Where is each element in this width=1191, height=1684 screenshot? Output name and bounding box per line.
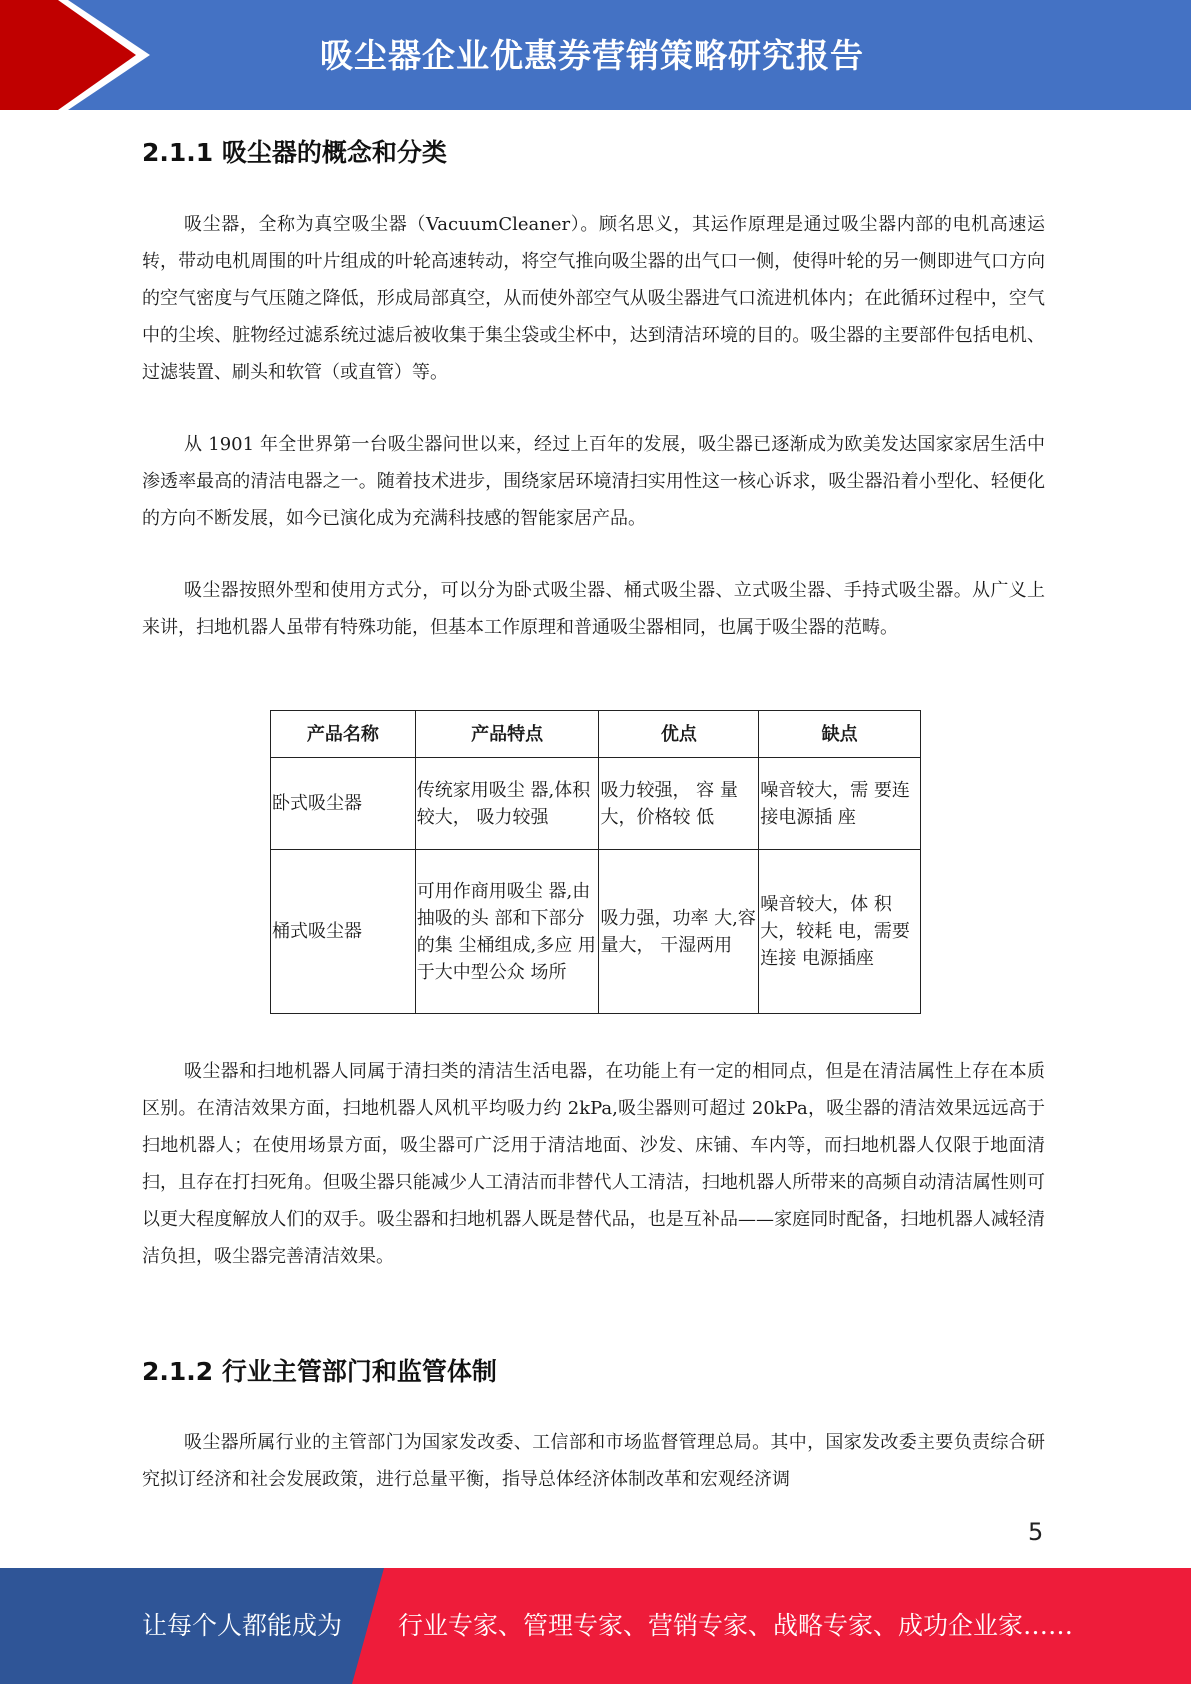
table-header-pros: 优点: [599, 711, 759, 758]
table-cell-pros: 吸力强，功率 大,容量大， 干湿两用: [599, 850, 759, 1014]
report-title: 吸尘器企业优惠券营销策略研究报告: [320, 36, 864, 75]
footer-slogan-left: 让每个人都能成为: [142, 1611, 343, 1640]
table-row: [271, 850, 921, 1014]
table-header-row: [271, 711, 921, 758]
paragraph-definition: 吸尘器，全称为真空吸尘器（VacuumCleaner）。顾名思义，其运作原理是通过吸尘器内部的电机高速运转，带动电机周围的叶片组成的叶轮高速转动，将空气推向吸尘器的出气口一侧，使得叶轮的另一侧即进气口方向的空气密度与气压随之降低，形成局部真空，从而使外部空气从吸尘器进气口流进机体内；在此循环过程中，空气中的尘埃、脏物经过滤系统过滤后被收集于集尘袋或尘杯中，达到清洁环境的目的。吸尘器的主要部件包括电机、过滤装置、刷头和软管（或直管）等。: [142, 214, 1045, 383]
table-cell-features: 传统家用吸尘 器,体积较大， 吸力较强: [415, 758, 599, 850]
table-cell-cons: 噪音较大，体 积大，较耗 电，需要连接 电源插座: [759, 850, 921, 1014]
product-comparison-table: [270, 710, 921, 1014]
table-header-name: 产品名称: [271, 711, 416, 758]
table-row: [271, 758, 921, 850]
paragraph-robot-comparison: 吸尘器和扫地机器人同属于清扫类的清洁生活电器，在功能上有一定的相同点，但是在清洁属性上存在本质区别。在清洁效果方面，扫地机器人风机平均吸力约 2kPa,吸尘器则可超过 20kPa，吸尘器的清洁效果远远高于扫地机器人；在使用场景方面，吸尘器可广泛用于清洁地面、沙发、床铺、车内等，而扫地机器人仅限于地面清扫，且存在打扫死角。但吸尘器只能减少人工清洁而非替代人工清洁，扫地机器人所带来的高频自动清洁属性则可以更大程度解放人们的双手。吸尘器和扫地机器人既是替代品，也是互补品——家庭同时配备，扫地机器人减轻清洁负担，吸尘器完善清洁效果。: [142, 1061, 1045, 1267]
table-header-cons: 缺点: [759, 711, 921, 758]
paragraph-history: 从 1901 年全世界第一台吸尘器问世以来，经过上百年的发展，吸尘器已逐渐成为欧美发达国家家居生活中渗透率最高的清洁电器之一。随着技术进步，围绕家居环境清扫实用性这一核心诉求，吸尘器沿着小型化、轻便化的方向不断发展，如今已演化成为充满科技感的智能家居产品。: [142, 434, 1045, 529]
table-cell-cons: 噪音较大，需 要连接电源插 座: [759, 758, 921, 850]
paragraph-classification: 吸尘器按照外型和使用方式分，可以分为卧式吸尘器、桶式吸尘器、立式吸尘器、手持式吸尘器。从广义上来讲，扫地机器人虽带有特殊功能，但基本工作原理和普通吸尘器相同，也属于吸尘器的范畴。: [142, 580, 1045, 638]
footer-banner: [0, 1568, 1191, 1684]
section-heading-regulation: 2.1.2 行业主管部门和监管体制: [142, 1357, 497, 1386]
table-cell-name: 卧式吸尘器: [271, 758, 416, 850]
header-banner: [0, 0, 1191, 110]
section-heading-concept: 2.1.1 吸尘器的概念和分类: [142, 138, 447, 167]
table-cell-features: 可用作商用吸尘 器,由抽吸的头 部和下部分的集 尘桶组成,多应 用于大中型公众 场所: [415, 850, 599, 1014]
table-header-features: 产品特点: [415, 711, 599, 758]
page-number: 5: [1028, 1518, 1044, 1546]
paragraph-regulation: 吸尘器所属行业的主管部门为国家发改委、工信部和市场监督管理总局。其中，国家发改委主要负责综合研究拟订经济和社会发展政策，进行总量平衡，指导总体经济体制改革和宏观经济调: [142, 1432, 1045, 1490]
header-red-chevron: [0, 0, 150, 110]
table-cell-pros: 吸力较强， 容 量大，价格较 低: [599, 758, 759, 850]
footer-slogan-right: 行业专家、管理专家、营销专家、战略专家、成功企业家……: [398, 1611, 1074, 1640]
table-cell-name: 桶式吸尘器: [271, 850, 416, 1014]
